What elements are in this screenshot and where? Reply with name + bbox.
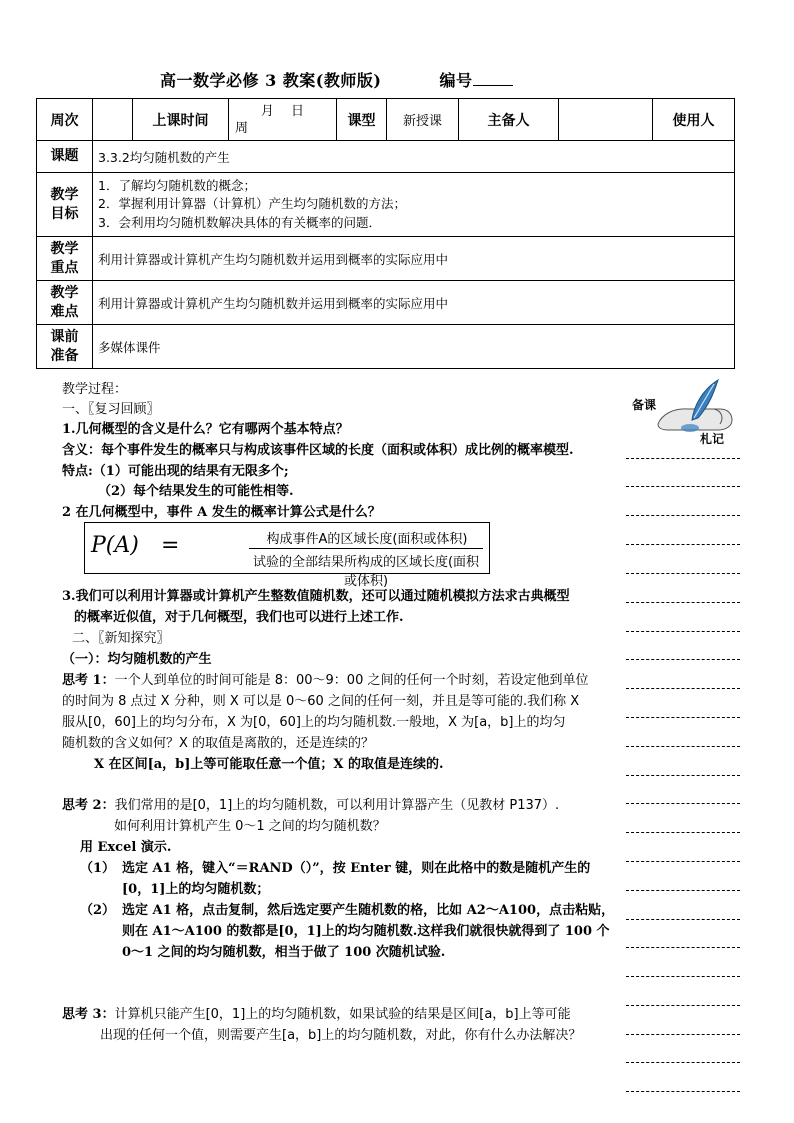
prep-value: 多媒体课件: [93, 325, 735, 369]
objectives-label: [37, 173, 93, 237]
code-label: 编号: [439, 71, 473, 90]
think-1-line-1: [62, 669, 588, 688]
step-1-line-1: 选定 A1 格，键入“＝RAND（）”，按 Enter 键，则在此格中的数是随机产生的: [122, 861, 591, 876]
difficulty-label: [37, 281, 93, 325]
preparer-value: [559, 99, 653, 141]
step-2-line-1: 选定 A1 格，点击复制，然后选定要产生随机数的格，比如 A2～A100，点击粘贴，: [122, 903, 615, 918]
note-line: [626, 688, 740, 689]
prep-row: [37, 325, 735, 369]
think-1-line-4: 随机数的含义如何？X 的取值是离散的，还是连续的？: [62, 736, 375, 751]
think-1-line-3: 服从[0，60]上的均匀分布，X 为[0，60]上的均匀随机数.一般地，X 为[a，b]上的均匀: [62, 715, 566, 730]
keypoint-row: [37, 237, 735, 281]
logo-text-top: 备课: [632, 398, 657, 412]
keypoint-value: 利用计算器或计算机产生均匀随机数并运用到概率的实际应用中: [93, 237, 735, 281]
note-line: [626, 544, 740, 545]
note-line: [626, 947, 740, 948]
probability-formula: [84, 522, 490, 589]
note-line: [626, 486, 740, 487]
step-1-number: （1）: [80, 861, 116, 876]
note-line: [626, 775, 740, 776]
keypoint-label: [37, 237, 93, 281]
think-1-line-2: 的时间为 8 点过 X 分种，则 X 可以是 0～60 之间的任何一刻，并且是等可能的.我们称 X: [62, 694, 580, 709]
note-line: [626, 919, 740, 920]
keypoint-label-1: 教学: [50, 240, 79, 257]
meaning-text: 含义：每个事件发生的概率只与构成该事件区域的长度（面积或体积）成比例的概率模型.: [62, 443, 574, 458]
class-time-label: 上课时间: [133, 99, 229, 141]
user-label: 使用人: [653, 99, 735, 141]
prep-label: [37, 325, 93, 369]
difficulty-label-2: 难点: [50, 303, 79, 320]
document-title: [160, 68, 513, 91]
question-3-line-1: 3.我们可以利用计算器或计算机产生整数值随机数，还可以通过随机模拟方法求古典概型: [62, 589, 570, 604]
lesson-info-table: [36, 98, 735, 369]
objectives-row: [37, 173, 735, 237]
topic-row: [37, 141, 735, 173]
formula-lhs: P(A): [91, 533, 139, 558]
feature-2: （2）每个结果发生的可能性相等.: [98, 484, 294, 499]
formula-denominator: 试验的全部结果所构成的区域长度(面积或体积): [252, 555, 480, 589]
process-heading: 教学过程：: [62, 382, 128, 397]
note-line: [626, 602, 740, 603]
date-line-2: 周: [235, 120, 249, 136]
note-line: [626, 631, 740, 632]
note-line: [626, 1062, 740, 1063]
week-label: 周次: [37, 99, 93, 141]
note-line: [626, 1034, 740, 1035]
fraction-bar: [249, 548, 483, 549]
date-cell: [229, 99, 337, 141]
think-1-label: 思考 1：: [62, 673, 115, 688]
prep-label-1: 课前: [50, 328, 79, 345]
objectives-label-2: 目标: [50, 205, 79, 222]
code-blank: [473, 71, 513, 86]
think-3-label: 思考 3：: [62, 1007, 115, 1022]
question-3-line-2: 的概率近似值，对于几何概型，我们也可以进行上述工作.: [74, 610, 404, 625]
step-1-line-2: [0，1]上的均匀随机数；: [122, 882, 270, 897]
question-1: 1.几何概型的含义是什么？它有哪两个基本特点？: [62, 422, 349, 437]
difficulty-value: 利用计算器或计算机产生均匀随机数并运用到概率的实际应用中: [93, 281, 735, 325]
objective-item: 2．掌握利用计算器（计算机）产生均匀随机数的方法；: [98, 196, 406, 212]
objective-item: 3．会利用均匀随机数解决具体的有关概率的问题．: [98, 214, 381, 230]
excel-demo: 用 Excel 演示.: [80, 840, 172, 855]
think-2-label: 思考 2：: [62, 798, 115, 813]
header-row: [37, 99, 735, 141]
preparer-label: 主备人: [459, 99, 559, 141]
objective-item: 1．了解均匀随机数的概念；: [98, 177, 256, 193]
question-2: 2 在几何概型中，事件 A 发生的概率计算公式是什么？: [62, 505, 381, 520]
difficulty-row: [37, 281, 735, 325]
step-2-line-2: 则在 A1～A100 的数都是[0，1]上的均匀随机数.这样我们就很快就得到了 100 个: [122, 924, 610, 939]
note-line: [626, 1005, 740, 1006]
note-line: [626, 976, 740, 977]
topic-label: 课题: [37, 141, 93, 173]
prep-label-2: 准备: [50, 347, 79, 364]
week-value: [93, 99, 133, 141]
topic-value: 3.3.2均匀随机数的产生: [93, 141, 735, 173]
title-text: 高一数学必修 3 教案(教师版): [160, 71, 382, 90]
think-2-text-1: 我们常用的是[0，1]上的均匀随机数，可以利用计算器产生（见教材 P137）.: [114, 798, 560, 813]
keypoint-label-2: 重点: [50, 259, 79, 276]
think-2-line-2: 如何利用计算机产生 0～1 之间的均匀随机数？: [114, 819, 386, 834]
note-line: [626, 573, 740, 574]
note-line: [626, 746, 740, 747]
note-line: [626, 803, 740, 804]
step-2-line-3: 0～1 之间的均匀随机数，相当于做了 100 次随机试验.: [122, 945, 446, 960]
subsection-1: （一）：均匀随机数的产生: [62, 652, 212, 667]
note-line: [626, 890, 740, 891]
objectives-label-1: 教学: [50, 186, 79, 203]
new-knowledge-heading: 二、〖新知探究〗: [72, 631, 170, 646]
lesson-type-label: 课型: [337, 99, 387, 141]
think-3-line-2: 出现的任何一个值，则需要产生[a，b]上的均匀随机数，对此，你有什么办法解决？: [100, 1028, 582, 1043]
feature-1: 特点:（1）可能出现的结果有无限多个;: [62, 464, 289, 479]
objectives-list: [93, 173, 735, 237]
step-2-number: （2）: [80, 903, 116, 918]
review-heading: 一、〖复习回顾〗: [62, 402, 160, 417]
think-3-line-1: [62, 1003, 571, 1022]
think-3-text-1: 计算机只能产生[0，1]上的均匀随机数，如果试验的结果是区间[a，b]上等可能: [114, 1007, 571, 1022]
difficulty-label-1: 教学: [50, 284, 79, 301]
note-line: [626, 659, 740, 660]
note-line: [626, 717, 740, 718]
lesson-notes-logo: [628, 378, 738, 448]
date-line-1: 月 日: [260, 103, 305, 119]
formula-equals: =: [161, 533, 180, 558]
note-line: [626, 832, 740, 833]
think-1-text-1: 一个人到单位的时间可能是 8：00～9：00 之间的任何一个时刻，若设定他到单位: [114, 673, 589, 688]
logo-text-bottom: 札记: [700, 432, 725, 446]
formula-numerator: 构成事件A的区域长度(面积或体积): [266, 532, 468, 547]
note-line: [626, 861, 740, 862]
note-line: [626, 458, 740, 459]
think-1-answer: X 在区间[a，b]上等可能取任意一个值；X 的取值是连续的.: [94, 757, 444, 772]
lesson-type-value: 新授课: [387, 99, 459, 141]
think-2-line-1: [62, 794, 559, 813]
note-line: [626, 515, 740, 516]
note-line: [626, 1091, 740, 1092]
